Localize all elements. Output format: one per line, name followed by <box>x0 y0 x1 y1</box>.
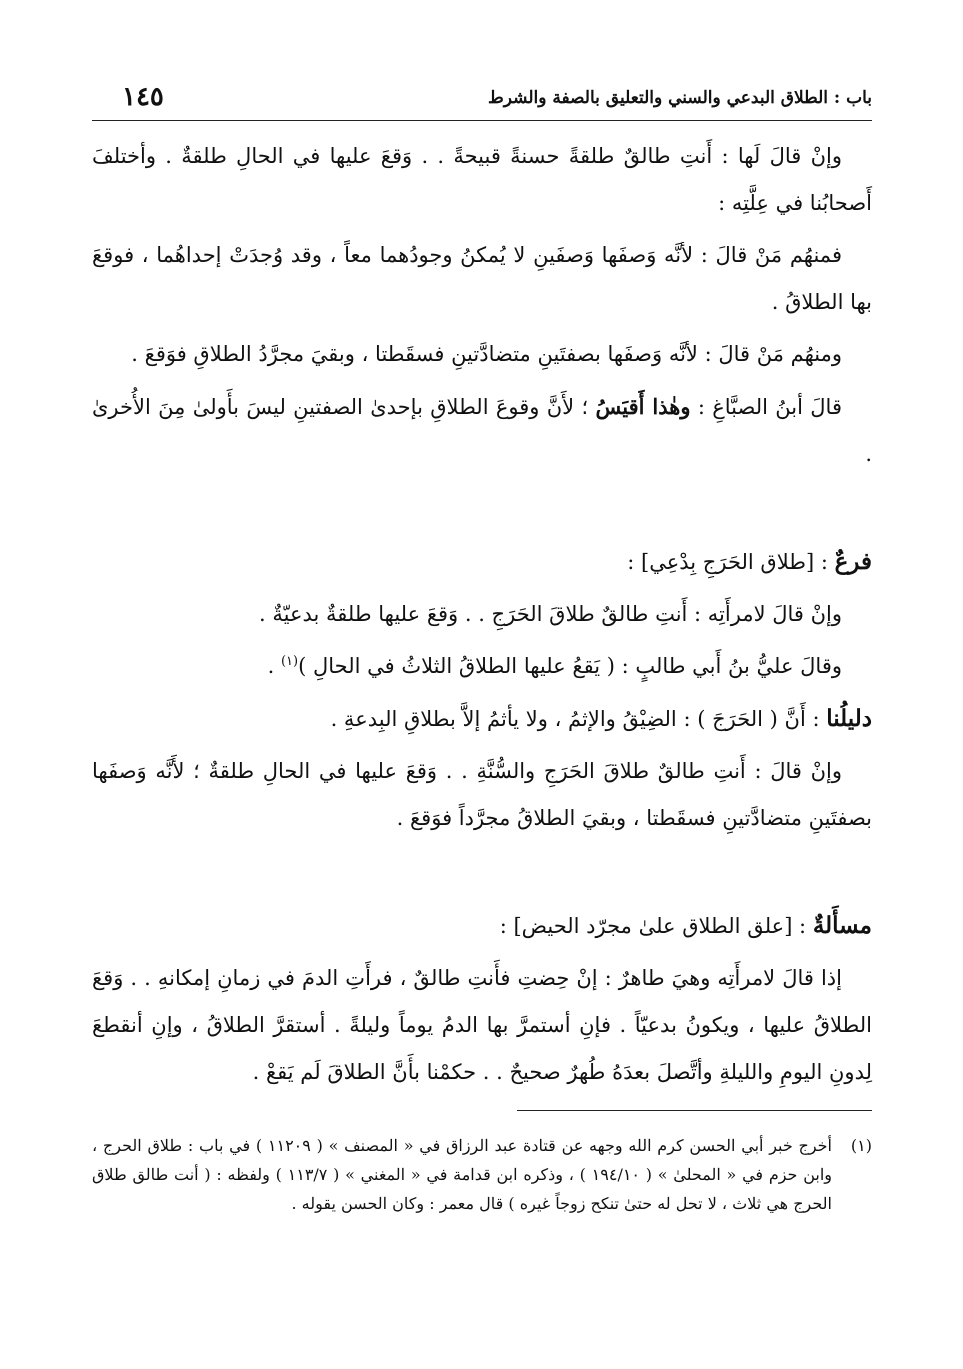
dalil-text: : أَنَّ ( الحَرَجَ ) : الضِيْقُ والإثمُ ، ولا يأثمُ إلاَّ بطلاقِ البِدعةِ . <box>330 707 827 731</box>
page-header <box>92 78 872 121</box>
far-title: : [طلاق الحَرَجِ بِدْعِي] : <box>627 550 835 574</box>
book-page <box>92 78 872 1338</box>
running-title: باب : الطلاق البدعي والسني والتعليق بالصفة والشرط <box>488 88 872 108</box>
paragraph-4 <box>92 383 872 478</box>
paragraph-3: ومنهُم مَنْ قالَ : لأنَّه وَصفَها بصفتَينِ متضادَّتينِ فسقَطتا ، وبقيَ مجرَّدُ الطلاقِ فوَقعَ . <box>131 342 842 366</box>
section-gap <box>92 483 872 538</box>
masala-heading <box>92 902 872 950</box>
masala-title: : [علق الطلاق علىٰ مجرّد الحيض] : <box>499 914 813 938</box>
dalil-label: دليلُنا <box>826 705 872 732</box>
far-heading <box>92 538 872 586</box>
footnote-text: أخرج خبر أبي الحسن كرم الله وجهه عن قتادة عبد الرزاق في « المصنف » ( ١١٢٠٩ ) في باب : طلاق الحرج ، وابن حزم في « المحلىٰ » ( ١٩٤/١٠ ) ، وذكره ابن قدامة في « المغني » ( ١١٣/٧ ) ولفظه : ( أنت طالق طلاق الحرج هي ثلاث ، لا تحل له حتىٰ تنكح زوجاً غيره ) قال معمر : وكان الحسن يقوله . <box>92 1136 832 1213</box>
footnote-number: (١) <box>850 1136 872 1155</box>
footnote <box>92 1131 872 1218</box>
paragraph-6-text: وقالَ عليُّ بنُ أَبي طالبٍ : ( يَقعُ عليها الطلاقُ الثلاثُ في الحالِ ) <box>298 654 842 678</box>
section-gap <box>92 847 872 902</box>
paragraph-5: وإنْ قالَ لامرأَتِه : أَنتِ طالقٌ طلاقَ الحَرَجِ . . وَقعَ عليها طلقةٌ بدعيّةٌ . <box>259 602 842 626</box>
paragraph-4-start: قالَ أبنُ الصبَّاغِ : <box>690 395 842 419</box>
paragraph-1: وإنْ قالَ لَها : أَنتِ طالقٌ طلقةً حسنةً قبيحةً . . وَقعَ عليها في الحالِ طلقةٌ . وأختلفَ أَصحابُنا في عِلَّتِه : <box>92 144 872 215</box>
paragraph-4-emphasis: وهٰذا أَقيَسُ <box>595 394 691 419</box>
masala-label: مسأَلةٌ <box>812 912 872 939</box>
main-text <box>92 133 872 1096</box>
paragraph-2: فمنهُم مَنْ قالَ : لأنَّه وَصفَها وَصفَينِ لا يُمكنُ وجودُهما معاً ، وقد وُجدَتْ إحداهُما ، فوقعَ بها الطلاقُ . <box>92 243 872 314</box>
paragraph-8: إذا قالَ لامرأَتِه وهيَ طاهرٌ : إنْ حِضتِ فأَنتِ طالقٌ ، فرأَتِ الدمَ في زمانِ إمكانهِ . . وَقعَ الطلاقُ عليها ، ويكونُ بدعيّاً . فإنِ أستمرَّ بها الدمُ يوماً وليلةً . أستقرَّ الطلاقُ ، وإنِ أنقطعَ لِدونِ اليومِ والليلةِ وأتَّصلَ بعدَهُ طُهرٌ صحيحٌ . . حكمْنا بأَنَّ الطلاقَ لَم يَقعْ . <box>92 966 872 1084</box>
paragraph-6 <box>92 643 872 690</box>
footnote-ref: (١) <box>280 654 299 669</box>
paragraph-6-end: . <box>267 654 281 678</box>
page-number: ١٤٥ <box>122 82 164 112</box>
footnote-divider <box>517 1110 872 1111</box>
far-label: فرعٌ <box>834 548 872 575</box>
paragraph-7: وإنْ قالَ : أَنتِ طالقٌ طلاقَ الحَرَجِ والسُّنَّةِ . . وَقعَ عليها في الحالِ طلقةٌ ؛ لأَنَّه وَصفَها بصفتَينِ متضادَّتينِ فسقَطتا ، وبقيَ الطلاقُ مجرَّداً فوَقعَ . <box>92 759 872 830</box>
paragraph-4-end: ؛ لأَنَّ وقوعَ الطلاقِ بإحدىٰ الصفتينِ ليسَ بأَولىٰ مِنَ الأُخرىٰ . <box>92 395 872 466</box>
dalil-paragraph <box>92 695 872 743</box>
